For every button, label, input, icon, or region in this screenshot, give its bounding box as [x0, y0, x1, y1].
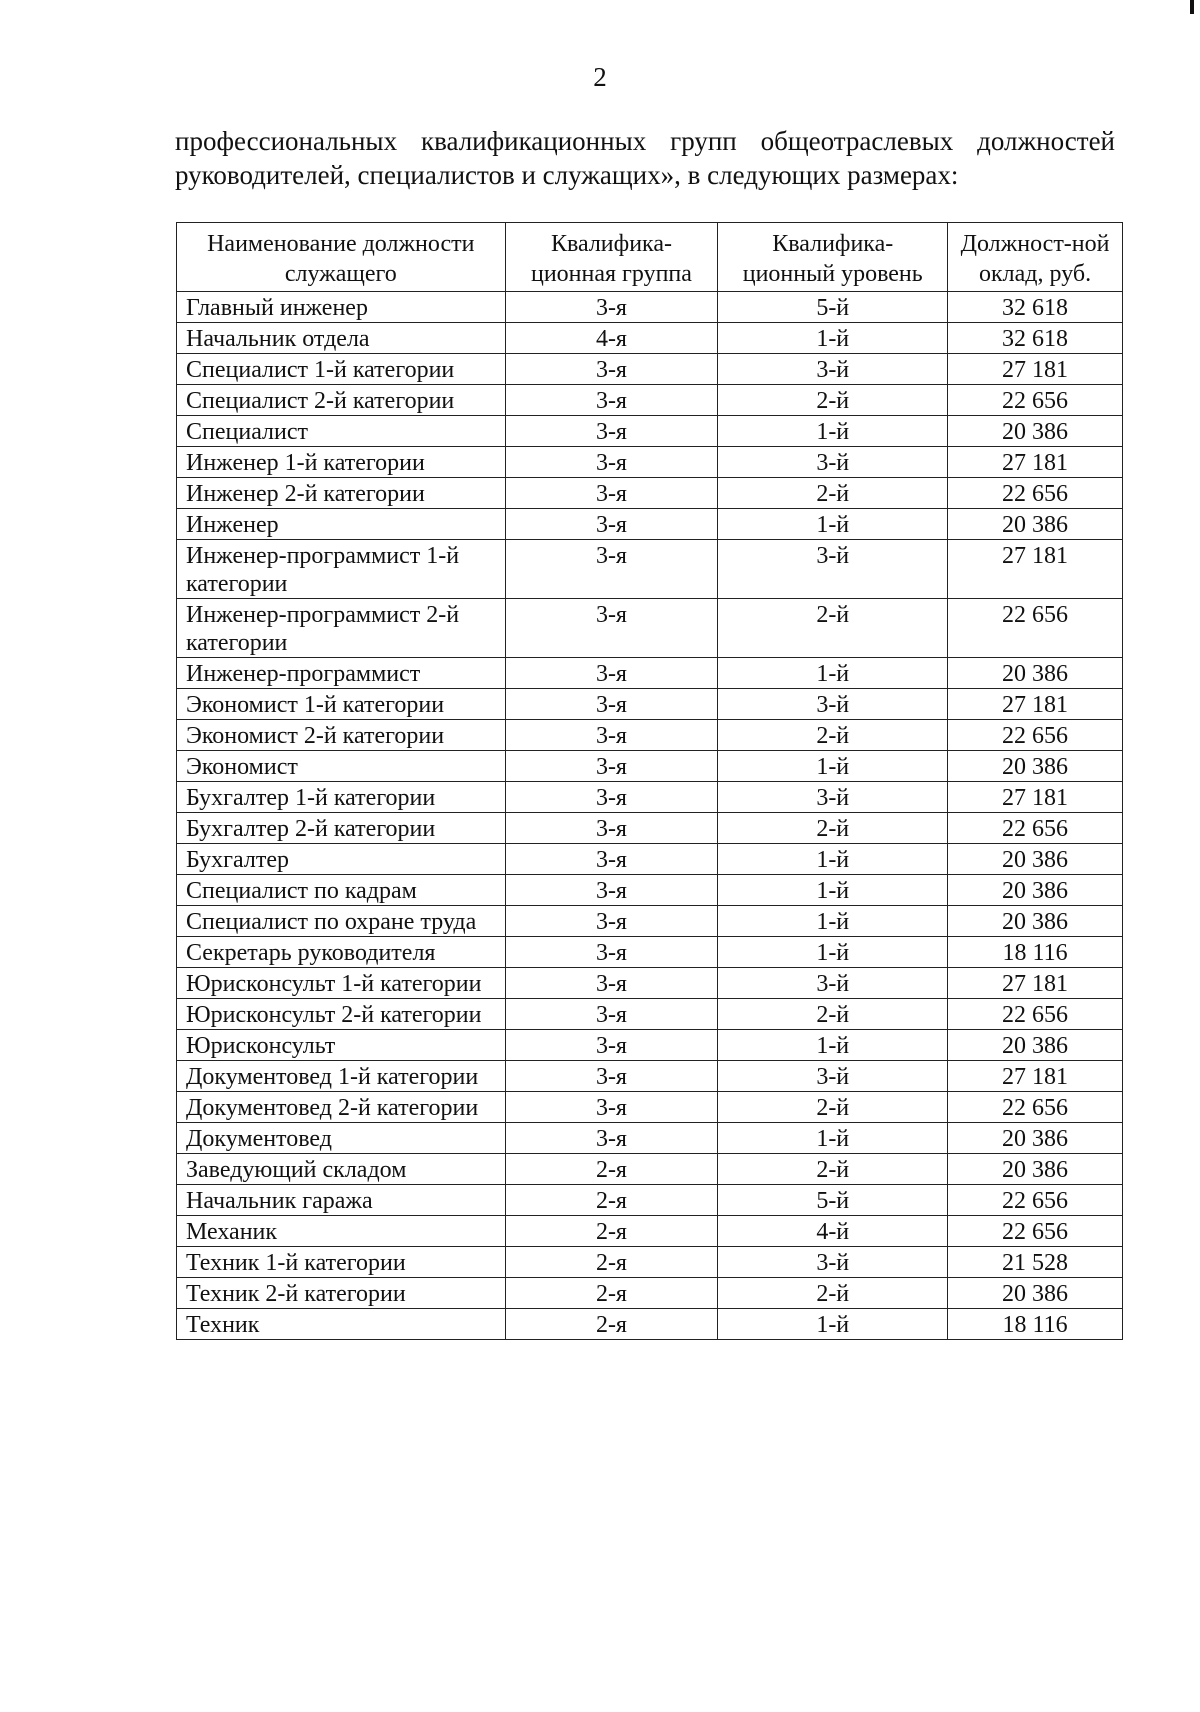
header-position: Наименование должности служащего: [177, 223, 506, 292]
cell-qualification-group: 3-я: [505, 354, 718, 385]
cell-qualification-group: 3-я: [505, 999, 718, 1030]
table-row: [177, 1123, 1123, 1154]
table-row: [177, 292, 1123, 323]
cell-qualification-group: 3-я: [505, 1061, 718, 1092]
cell-qualification-group: 3-я: [505, 1123, 718, 1154]
cell-qualification-level: 4-й: [718, 1216, 948, 1247]
cell-position: Инженер-программист 1-й категории: [177, 540, 506, 599]
cell-qualification-level: 3-й: [718, 1247, 948, 1278]
cell-qualification-group: 3-я: [505, 447, 718, 478]
cell-qualification-level: 3-й: [718, 447, 948, 478]
cell-position: Специалист 2-й категории: [177, 385, 506, 416]
table-row: [177, 509, 1123, 540]
cell-position: Документовед: [177, 1123, 506, 1154]
cell-position: Начальник гаража: [177, 1185, 506, 1216]
cell-salary: 18 116: [948, 1309, 1123, 1340]
cell-qualification-level: 1-й: [718, 937, 948, 968]
cell-position: Техник 1-й категории: [177, 1247, 506, 1278]
table-row: [177, 416, 1123, 447]
cell-position: Юрисконсульт 2-й категории: [177, 999, 506, 1030]
header-qualification-group: Квалифика-ционная группа: [505, 223, 718, 292]
cell-position: Инженер 1-й категории: [177, 447, 506, 478]
cell-qualification-level: 2-й: [718, 1278, 948, 1309]
cell-position: Юрисконсульт: [177, 1030, 506, 1061]
cell-position: Инженер-программист 2-й категории: [177, 599, 506, 658]
table-row: [177, 1309, 1123, 1340]
cell-qualification-group: 3-я: [505, 875, 718, 906]
cell-qualification-level: 1-й: [718, 323, 948, 354]
cell-salary: 27 181: [948, 447, 1123, 478]
header-qualification-level: Квалифика-ционный уровень: [718, 223, 948, 292]
cell-salary: 32 618: [948, 292, 1123, 323]
salary-table: [176, 222, 1123, 1340]
cell-salary: 20 386: [948, 875, 1123, 906]
cell-qualification-level: 2-й: [718, 1154, 948, 1185]
cell-salary: 32 618: [948, 323, 1123, 354]
cell-salary: 22 656: [948, 1185, 1123, 1216]
cell-qualification-group: 3-я: [505, 509, 718, 540]
cell-qualification-group: 3-я: [505, 937, 718, 968]
cell-qualification-group: 3-я: [505, 813, 718, 844]
cell-qualification-group: 3-я: [505, 540, 718, 599]
cell-position: Экономист: [177, 751, 506, 782]
table-row: [177, 1216, 1123, 1247]
cell-position: Техник: [177, 1309, 506, 1340]
cell-qualification-level: 5-й: [718, 1185, 948, 1216]
intro-line-1: профессиональных квалификационных групп общеотраслевых должностей: [175, 126, 1115, 156]
table-row: [177, 782, 1123, 813]
table-row: [177, 478, 1123, 509]
table-row: [177, 1092, 1123, 1123]
cell-salary: 22 656: [948, 720, 1123, 751]
cell-qualification-group: 2-я: [505, 1154, 718, 1185]
cell-qualification-group: 3-я: [505, 292, 718, 323]
cell-salary: 20 386: [948, 1123, 1123, 1154]
table-row: [177, 906, 1123, 937]
cell-qualification-level: 1-й: [718, 416, 948, 447]
cell-position: Техник 2-й категории: [177, 1278, 506, 1309]
cell-qualification-level: 3-й: [718, 1061, 948, 1092]
cell-qualification-group: 4-я: [505, 323, 718, 354]
cell-salary: 22 656: [948, 478, 1123, 509]
cell-position: Бухгалтер 1-й категории: [177, 782, 506, 813]
cell-position: Документовед 1-й категории: [177, 1061, 506, 1092]
cell-qualification-level: 1-й: [718, 1309, 948, 1340]
cell-position: Специалист: [177, 416, 506, 447]
cell-position: Специалист по кадрам: [177, 875, 506, 906]
table-row: [177, 1278, 1123, 1309]
table-row: [177, 875, 1123, 906]
cell-qualification-level: 3-й: [718, 782, 948, 813]
table-row: [177, 540, 1123, 599]
cell-qualification-level: 1-й: [718, 875, 948, 906]
intro-paragraph: [175, 124, 1115, 192]
cell-qualification-level: 1-й: [718, 1123, 948, 1154]
cell-salary: 27 181: [948, 1061, 1123, 1092]
table-row: [177, 968, 1123, 999]
table-row: [177, 323, 1123, 354]
cell-position: Экономист 1-й категории: [177, 689, 506, 720]
cell-salary: 20 386: [948, 751, 1123, 782]
cell-salary: 21 528: [948, 1247, 1123, 1278]
table-row: [177, 385, 1123, 416]
cell-position: Главный инженер: [177, 292, 506, 323]
cell-position: Бухгалтер 2-й категории: [177, 813, 506, 844]
cell-salary: 20 386: [948, 906, 1123, 937]
table-row: [177, 1247, 1123, 1278]
table-header-row: [177, 223, 1123, 292]
cell-qualification-group: 2-я: [505, 1278, 718, 1309]
cell-position: Секретарь руководителя: [177, 937, 506, 968]
cell-qualification-level: 3-й: [718, 689, 948, 720]
intro-line-2: руководителей, специалистов и служащих», в следующих размерах:: [175, 160, 959, 190]
cell-position: Инженер: [177, 509, 506, 540]
cell-salary: 22 656: [948, 385, 1123, 416]
cell-qualification-group: 3-я: [505, 751, 718, 782]
cell-salary: 27 181: [948, 689, 1123, 720]
table-row: [177, 999, 1123, 1030]
cell-position: Документовед 2-й категории: [177, 1092, 506, 1123]
table-row: [177, 599, 1123, 658]
cell-qualification-group: 2-я: [505, 1185, 718, 1216]
cell-qualification-group: 3-я: [505, 689, 718, 720]
cell-position: Инженер-программист: [177, 658, 506, 689]
table-row: [177, 1061, 1123, 1092]
cell-salary: 22 656: [948, 813, 1123, 844]
cell-qualification-group: 3-я: [505, 478, 718, 509]
cell-qualification-level: 2-й: [718, 385, 948, 416]
cell-qualification-group: 3-я: [505, 416, 718, 447]
cell-qualification-level: 2-й: [718, 720, 948, 751]
cell-position: Заведующий складом: [177, 1154, 506, 1185]
table-row: [177, 354, 1123, 385]
cell-qualification-level: 1-й: [718, 751, 948, 782]
cell-salary: 20 386: [948, 1278, 1123, 1309]
cell-position: Инженер 2-й категории: [177, 478, 506, 509]
cell-position: Специалист 1-й категории: [177, 354, 506, 385]
cell-qualification-group: 2-я: [505, 1309, 718, 1340]
cell-salary: 22 656: [948, 999, 1123, 1030]
cell-qualification-group: 3-я: [505, 844, 718, 875]
cell-qualification-level: 2-й: [718, 999, 948, 1030]
cell-qualification-level: 2-й: [718, 599, 948, 658]
cell-position: Начальник отдела: [177, 323, 506, 354]
table-row: [177, 720, 1123, 751]
cell-salary: 27 181: [948, 540, 1123, 599]
table-row: [177, 1030, 1123, 1061]
table-row: [177, 658, 1123, 689]
cell-qualification-group: 3-я: [505, 782, 718, 813]
cell-qualification-group: 3-я: [505, 385, 718, 416]
cell-salary: 20 386: [948, 509, 1123, 540]
cell-qualification-level: 3-й: [718, 540, 948, 599]
cell-qualification-level: 5-й: [718, 292, 948, 323]
table-row: [177, 447, 1123, 478]
page-number: 2: [593, 62, 607, 92]
table-row: [177, 844, 1123, 875]
cell-position: Бухгалтер: [177, 844, 506, 875]
header-salary: Должност-ной оклад, руб.: [948, 223, 1123, 292]
cell-qualification-group: 3-я: [505, 658, 718, 689]
cell-qualification-level: 1-й: [718, 1030, 948, 1061]
cell-salary: 22 656: [948, 1092, 1123, 1123]
cell-salary: 20 386: [948, 1030, 1123, 1061]
cell-position: Экономист 2-й категории: [177, 720, 506, 751]
cell-salary: 18 116: [948, 937, 1123, 968]
cell-qualification-group: 3-я: [505, 599, 718, 658]
cell-qualification-level: 3-й: [718, 968, 948, 999]
cell-qualification-group: 3-я: [505, 906, 718, 937]
cell-salary: 20 386: [948, 658, 1123, 689]
table-row: [177, 1154, 1123, 1185]
cell-qualification-group: 2-я: [505, 1247, 718, 1278]
cell-salary: 27 181: [948, 354, 1123, 385]
cell-qualification-level: 2-й: [718, 478, 948, 509]
cell-qualification-level: 3-й: [718, 354, 948, 385]
table-row: [177, 937, 1123, 968]
cell-qualification-level: 1-й: [718, 658, 948, 689]
cell-qualification-group: 2-я: [505, 1216, 718, 1247]
cell-position: Специалист по охране труда: [177, 906, 506, 937]
cell-salary: 20 386: [948, 1154, 1123, 1185]
table-row: [177, 813, 1123, 844]
cell-salary: 20 386: [948, 844, 1123, 875]
cell-salary: 22 656: [948, 599, 1123, 658]
cell-qualification-level: 2-й: [718, 813, 948, 844]
cell-position: Юрисконсульт 1-й категории: [177, 968, 506, 999]
cell-qualification-level: 2-й: [718, 1092, 948, 1123]
table-row: [177, 1185, 1123, 1216]
table-row: [177, 751, 1123, 782]
table-body: [177, 292, 1123, 1340]
cell-position: Механик: [177, 1216, 506, 1247]
cell-salary: 27 181: [948, 782, 1123, 813]
table-row: [177, 689, 1123, 720]
cell-qualification-group: 3-я: [505, 1092, 718, 1123]
cell-salary: 22 656: [948, 1216, 1123, 1247]
cell-qualification-group: 3-я: [505, 1030, 718, 1061]
cell-qualification-level: 1-й: [718, 509, 948, 540]
cell-salary: 20 386: [948, 416, 1123, 447]
cell-qualification-level: 1-й: [718, 906, 948, 937]
cell-qualification-level: 1-й: [718, 844, 948, 875]
cell-qualification-group: 3-я: [505, 720, 718, 751]
cell-salary: 27 181: [948, 968, 1123, 999]
cell-qualification-group: 3-я: [505, 968, 718, 999]
scan-edge-mark: [1190, 0, 1194, 14]
